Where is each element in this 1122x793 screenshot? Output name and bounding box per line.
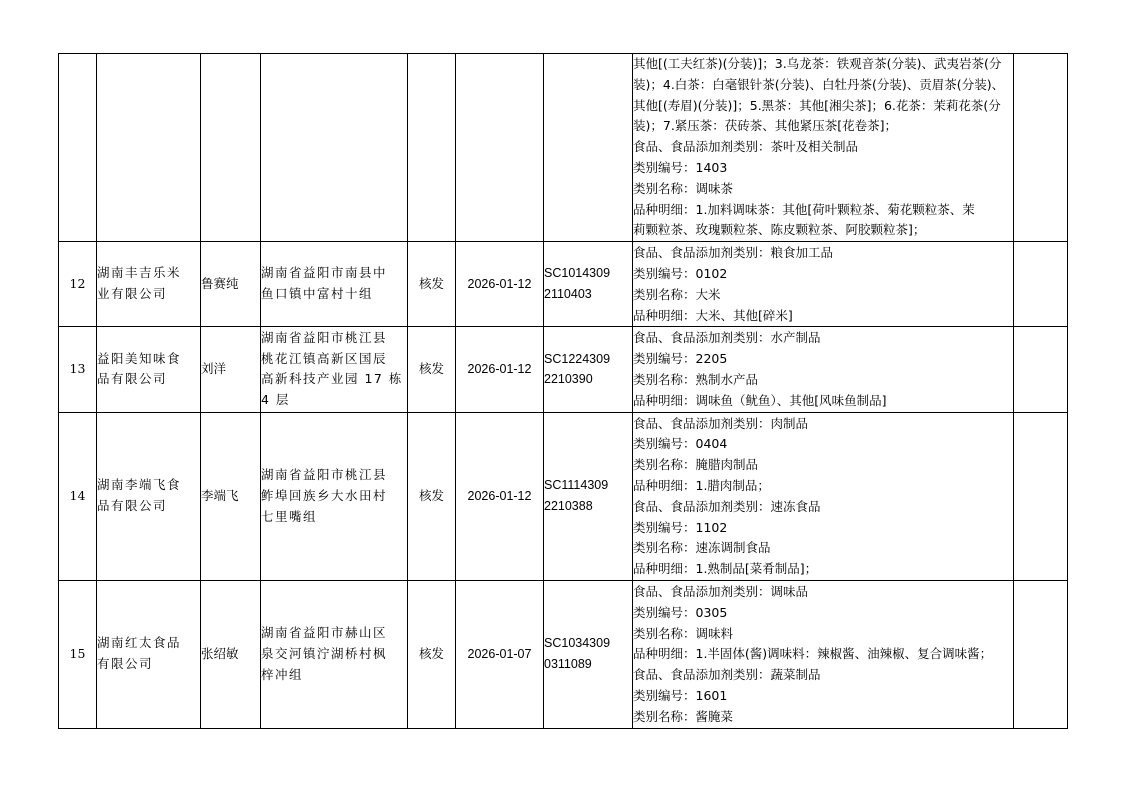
detail-line: 食品、食品添加剂类别：调味品 bbox=[633, 583, 809, 599]
detail-line: 食品、食品添加剂类别：茶叶及相关制品 bbox=[633, 139, 859, 155]
license-line: SC1034309 bbox=[544, 636, 611, 651]
address-line: 高新科技产业园 17 栋 bbox=[261, 371, 403, 387]
issue-type: 核发 bbox=[408, 580, 456, 728]
detail-line: 类别编号：0404 bbox=[633, 436, 728, 452]
legal-representative: 张绍敏 bbox=[201, 580, 261, 728]
food-category-details bbox=[633, 580, 1014, 728]
company-name-line: 有限公司 bbox=[97, 656, 154, 672]
food-category-details bbox=[633, 412, 1014, 580]
detail-line: 类别编号：1102 bbox=[633, 519, 728, 535]
license-number bbox=[544, 412, 633, 580]
license-line: 2210390 bbox=[544, 372, 593, 387]
address-line: 七里嘴组 bbox=[261, 508, 318, 524]
table-row bbox=[59, 327, 1068, 412]
row-number: 12 bbox=[59, 242, 97, 327]
license-number bbox=[544, 580, 633, 728]
detail-line: 类别名称：腌腊肉制品 bbox=[633, 457, 759, 473]
legal-representative: 鲁赛纯 bbox=[201, 242, 261, 327]
issue-date: 2026-01-12 bbox=[456, 242, 544, 327]
issue-date: 2026-01-12 bbox=[456, 412, 544, 580]
detail-line: 类别名称：调味料 bbox=[633, 625, 734, 641]
table-body bbox=[59, 54, 1068, 729]
license-line: SC1014309 bbox=[544, 266, 611, 281]
company-name bbox=[97, 242, 201, 327]
remarks-cell bbox=[1014, 54, 1068, 242]
detail-line: 莉颗粒茶、玫瑰颗粒茶、陈皮颗粒茶、阿胶颗粒茶]； bbox=[633, 222, 926, 238]
detail-line: 类别名称：大米 bbox=[633, 286, 721, 302]
production-address bbox=[261, 242, 408, 327]
detail-line: 类别编号：2205 bbox=[633, 351, 728, 367]
address-line: 鱼口镇中富村十组 bbox=[261, 286, 374, 302]
table-row bbox=[59, 412, 1068, 580]
address-line: 桃花江镇高新区国辰 bbox=[261, 350, 388, 366]
issue-type: 核发 bbox=[408, 242, 456, 327]
detail-line: 品种明细：大米、其他[碎米] bbox=[633, 307, 793, 323]
license-line: 0311089 bbox=[544, 657, 592, 672]
production-address bbox=[261, 54, 408, 242]
address-line: 泉交河镇泞湖桥村枫 bbox=[261, 645, 388, 661]
detail-line: 类别名称：熟制水产品 bbox=[633, 371, 759, 387]
company-name bbox=[97, 327, 201, 412]
detail-line: 类别编号：0305 bbox=[633, 604, 728, 620]
license-line: 2210388 bbox=[544, 499, 593, 514]
detail-line: 食品、食品添加剂类别：粮食加工品 bbox=[633, 245, 834, 261]
detail-line: 类别编号：1601 bbox=[633, 687, 728, 703]
detail-line: 食品、食品添加剂类别：蔬菜制品 bbox=[633, 667, 821, 683]
company-name-line: 湖南红太食品 bbox=[97, 635, 182, 651]
table-row bbox=[59, 54, 1068, 242]
table-row bbox=[59, 242, 1068, 327]
issue-type: 核发 bbox=[408, 327, 456, 412]
company-name bbox=[97, 54, 201, 242]
issue-type bbox=[408, 54, 456, 242]
address-line: 4 层 bbox=[261, 392, 290, 408]
table-row bbox=[59, 580, 1068, 728]
remarks-cell bbox=[1014, 242, 1068, 327]
detail-line: 品种明细：1.加料调味茶：其他[荷叶颗粒茶、菊花颗粒茶、茉 bbox=[633, 201, 975, 217]
company-name-line: 品有限公司 bbox=[97, 498, 168, 514]
company-name-line: 益阳美知味食 bbox=[97, 350, 182, 366]
detail-line: 类别编号：0102 bbox=[633, 265, 728, 281]
license-line: SC1114309 bbox=[544, 478, 609, 493]
issue-date bbox=[456, 54, 544, 242]
license-line: SC1224309 bbox=[544, 351, 611, 366]
row-number: 13 bbox=[59, 327, 97, 412]
legal-representative bbox=[201, 54, 261, 242]
detail-line: 类别编号：1403 bbox=[633, 159, 728, 175]
detail-line: 食品、食品添加剂类别：速冻食品 bbox=[633, 498, 821, 514]
company-name-line: 品有限公司 bbox=[97, 371, 168, 387]
company-name bbox=[97, 580, 201, 728]
detail-line: 品种明细：1.半固体(酱)调味料：辣椒酱、油辣椒、复合调味酱； bbox=[633, 646, 993, 662]
address-line: 湖南省益阳市南县中 bbox=[261, 265, 388, 281]
license-number bbox=[544, 327, 633, 412]
address-line: 湖南省益阳市桃江县 bbox=[261, 329, 388, 345]
detail-line: 其他[(寿眉)(分装)]；5.黑茶：其他[湘尖茶]；6.花茶：茉莉花茶(分 bbox=[633, 97, 1001, 113]
address-line: 梓冲组 bbox=[261, 666, 304, 682]
remarks-cell bbox=[1014, 412, 1068, 580]
license-number bbox=[544, 242, 633, 327]
detail-line: 装)；4.白茶：白毫银针茶(分装)、白牡丹茶(分装)、贡眉茶(分装)、 bbox=[633, 76, 1005, 92]
legal-representative: 李端飞 bbox=[201, 412, 261, 580]
detail-line: 食品、食品添加剂类别：水产制品 bbox=[633, 330, 821, 346]
address-line: 湖南省益阳市赫山区 bbox=[261, 625, 388, 641]
row-number bbox=[59, 54, 97, 242]
production-address bbox=[261, 412, 408, 580]
license-table bbox=[58, 53, 1068, 729]
legal-representative: 刘洋 bbox=[201, 327, 261, 412]
food-category-details bbox=[633, 242, 1014, 327]
food-category-details bbox=[633, 327, 1014, 412]
production-address bbox=[261, 327, 408, 412]
detail-line: 类别名称：酱腌菜 bbox=[633, 708, 734, 724]
detail-line: 类别名称：调味茶 bbox=[633, 180, 734, 196]
detail-line: 品种明细：1.腊肉制品； bbox=[633, 477, 770, 493]
row-number: 15 bbox=[59, 580, 97, 728]
issue-type: 核发 bbox=[408, 412, 456, 580]
remarks-cell bbox=[1014, 327, 1068, 412]
company-name-line: 业有限公司 bbox=[97, 286, 168, 302]
production-address bbox=[261, 580, 408, 728]
detail-line: 品种明细：1.熟制品[菜肴制品]； bbox=[633, 561, 818, 577]
remarks-cell bbox=[1014, 580, 1068, 728]
company-name-line: 湖南李端飞食 bbox=[97, 477, 182, 493]
detail-line: 其他[(工夫红茶)(分装)]；3.乌龙茶：铁观音茶(分装)、武夷岩茶(分 bbox=[633, 56, 1002, 71]
license-line: 2110403 bbox=[544, 287, 592, 302]
detail-line: 食品、食品添加剂类别：肉制品 bbox=[633, 415, 809, 431]
row-number: 14 bbox=[59, 412, 97, 580]
company-name-line: 湖南丰吉乐米 bbox=[97, 265, 182, 281]
detail-line: 装)；7.紧压茶：茯砖茶、其他紧压茶[花卷茶]； bbox=[633, 118, 898, 134]
address-line: 湖南省益阳市桃江县 bbox=[261, 467, 388, 483]
food-category-details bbox=[633, 54, 1014, 242]
license-number bbox=[544, 54, 633, 242]
address-line: 鲊埠回族乡大水田村 bbox=[261, 487, 388, 503]
detail-line: 类别名称：速冻调制食品 bbox=[633, 540, 771, 556]
issue-date: 2026-01-07 bbox=[456, 580, 544, 728]
company-name bbox=[97, 412, 201, 580]
issue-date: 2026-01-12 bbox=[456, 327, 544, 412]
detail-line: 品种明细：调味鱼（鱿鱼）、其他[风味鱼制品] bbox=[633, 392, 887, 408]
